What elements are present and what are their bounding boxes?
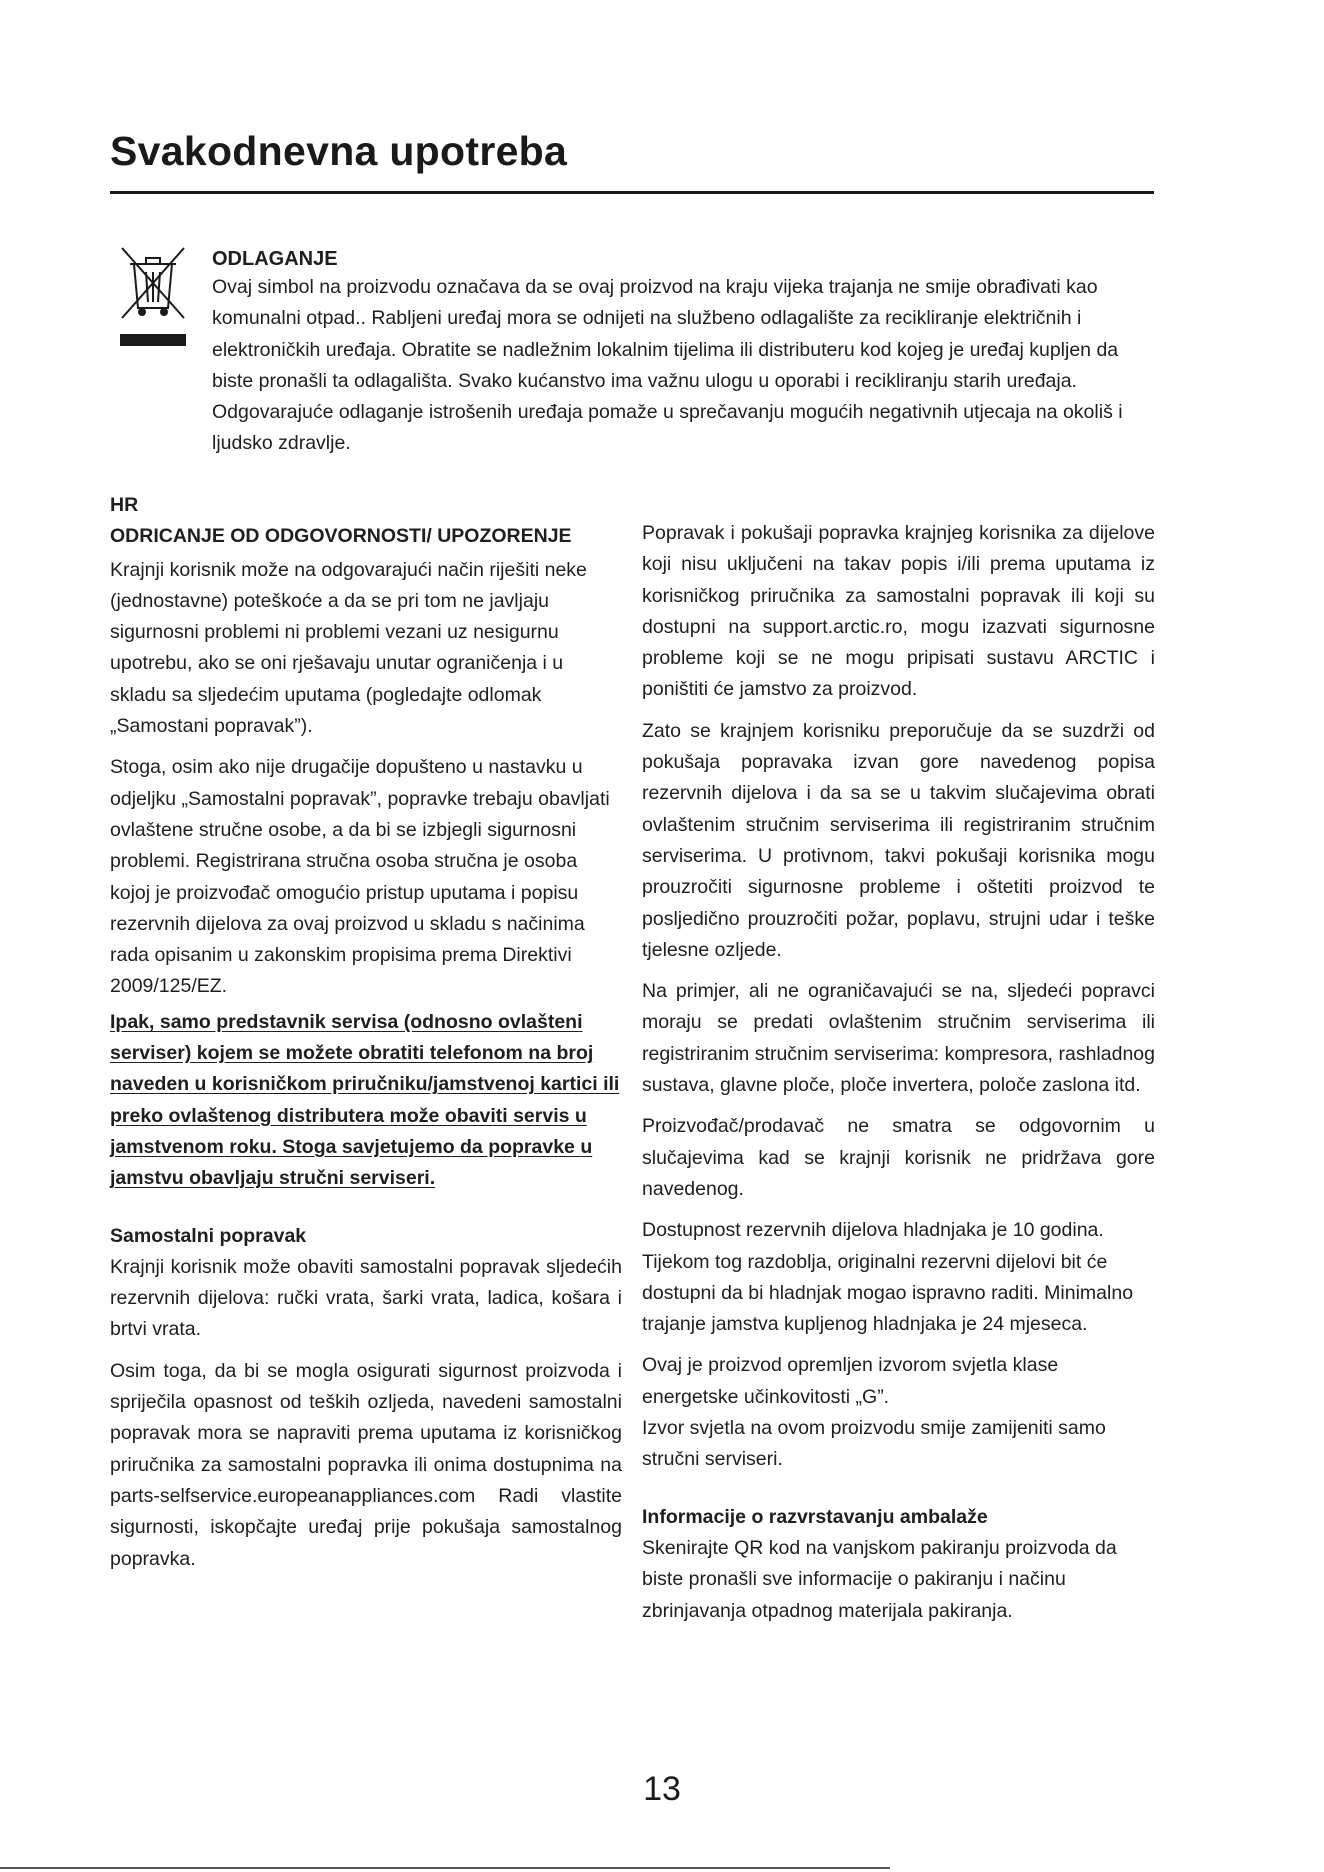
- packaging-heading: Informacije o razvrstavanju ambalaže: [642, 1505, 988, 1528]
- right-paragraph-2: Zato se krajnjem korisniku preporučuje da se suzdrži od pokušaja popravaka izvan gore navedenog popisa rezervnih dijelova i da sa se u takvim slučajevima obrati ovlaštenim stručnim serviserima ili registriranim stručnim serviserima. U protivnom, takvi pokušaji korisnika mogu prouzročiti sigurnosne probleme i oštetiti proizvod te posljedično prouzročiti požar, poplavu, strujni udar i teške tjelesne ozljede.: [642, 719, 1155, 961]
- title-divider: [110, 191, 1154, 194]
- self-repair-heading: Samostalni popravak: [110, 1224, 307, 1247]
- left-column: [110, 490, 622, 1585]
- language-code: HR: [110, 494, 139, 516]
- packaging-paragraph: Skenirajte QR kod na vanjskom pakiranju proizvoda da biste pronašli sve informacije o pakiranju i načinu zbrinjavanja otpadnog materijala pakiranja.: [642, 1536, 1117, 1622]
- bottom-divider: [0, 1867, 890, 1869]
- page-title: Svakodnevna upotreba: [110, 128, 568, 174]
- right-paragraph-1: Popravak i pokušaji popravka krajnjeg korisnika za dijelove koji nisu uključeni na takav popis i/ili prema uputama iz korisničkog priručnika za samostalni popravak ili koji su dostupni na support.arctic.ro, mogu izazvati sigurnosne probleme koji se ne mogu pripisati sustavu ARCTIC i poništiti će jamstvo za proizvod.: [642, 522, 1155, 701]
- spare-parts-availability: Dostupnost rezervnih dijelova hladnjaka je 10 godina. Tijekom tog razdoblja, originalni rezervni dijelovi bit će dostupni da bi hladnjak mogao ispravno raditi. Minimalno trajanje jamstva kupljenog hladnjaka je 24 mjeseca.: [642, 1219, 1134, 1336]
- disclaimer-paragraph-2: Stoga, osim ako nije drugačije dopušteno u nastavku u odjeljku „Samostalni popravak”, popravke trebaju obavljati ovlaštene stručne osobe, a da bi se izbjegli sigurnosni problemi. Registrirana stručna osoba stručna je osoba kojoj je proizvođač omogućio pristup uputama i popisu rezervnih dijelova za ovaj proizvod u skladu s načinima rada opisanim u zakonskim propisima prema Direktivi 2009/125/EZ.: [110, 756, 610, 998]
- light-source-replacement: Izvor svjetla na ovom proizvodu smije zamijeniti samo stručni serviseri.: [642, 1417, 1106, 1471]
- disclaimer-heading: ODRICANJE OD ODGOVORNOSTI/ UPOZORENJE: [110, 525, 572, 548]
- right-paragraph-3: Na primjer, ali ne ograničavajući se na, sljedeći popravci moraju se predati ovlaštenim stručnim serviserima ili registriranim stručnim serviserima: kompresora, rashladnog sustava, glavne ploče, ploče invertera, poloče zaslona itd.: [642, 980, 1155, 1097]
- disposal-heading: ODLAGANJE: [212, 248, 338, 270]
- warranty-service-notice: Ipak, samo predstavnik servisa (odnosno ovlašteni serviser) kojem se možete obratiti telefonom na broj naveden u korisničkom priručniku/jamstvenoj kartici ili preko ovlaštenog distributera može obaviti servis u jamstvenom roku. Stoga savjetujemo da popravke u jamstvu obavljaju stručni serviseri.: [110, 1010, 620, 1190]
- disposal-body: Ovaj simbol na proizvodu označava da se ovaj proizvod na kraju vijeka trajanja ne smije obrađivati kao komunalni otpad.. Rabljeni uređaj mora se odnijeti na službeno odlagalište za recikliranje električnih i elektroničkih uređaja. Obratite se nadležnim lokalnim tijelima ili distributeru kod kojeg je uređaj kupljen da biste pronašli ta odlagališta. Svako kućanstvo ima važnu ulogu u oporabi i recikliranju starih uređaja. Odgovarajuće odlaganje istrošenih uređaja pomaže u sprečavanju mogućih negativnih utjecaja na okoliš i ljudsko zdravlje.: [212, 276, 1123, 455]
- self-repair-paragraph-2: Osim toga, da bi se mogla osigurati sigurnost proizvoda i spriječila opasnost od teških ozljeda, navedeni samostalni popravak mora se napraviti prema uputama iz korisničkog priručnika za samostalni popravka ili onima dostupnima na parts-selfservice.europeanappliances.com Radi vlastite sigurnosti, iskopčajte uređaj prije pokušaja samostalnog popravka.: [110, 1359, 622, 1570]
- light-source-class: Ovaj je proizvod opremljen izvorom svjetla klase energetske učinkovitosti „G”.: [642, 1354, 1059, 1408]
- crossed-out-wheelie-bin-icon: [116, 246, 190, 350]
- right-column: [642, 518, 1155, 1637]
- self-repair-paragraph-1: Krajnji korisnik može obaviti samostalni popravak sljedećih rezervnih dijelova: ručki vrata, šarki vrata, ladica, košara i brtvi vrata.: [110, 1255, 622, 1341]
- page-number: 13: [643, 1770, 681, 1808]
- disclaimer-paragraph-1: Krajnji korisnik može na odgovarajući način riješiti neke (jednostavne) poteškoće a da se pri tom ne javljaju sigurnosni problemi ni problemi vezani uz nesigurnu upotrebu, ako se oni rješavaju unutar ograničenja i u skladu sa sljedećim uputama (pogledajte odlomak „Samostani popravak”).: [110, 558, 587, 738]
- right-paragraph-4: Proizvođač/prodavač ne smatra se odgovornim u slučajevima kad se krajnji korisnik ne pridržava gore navedenog.: [642, 1115, 1155, 1200]
